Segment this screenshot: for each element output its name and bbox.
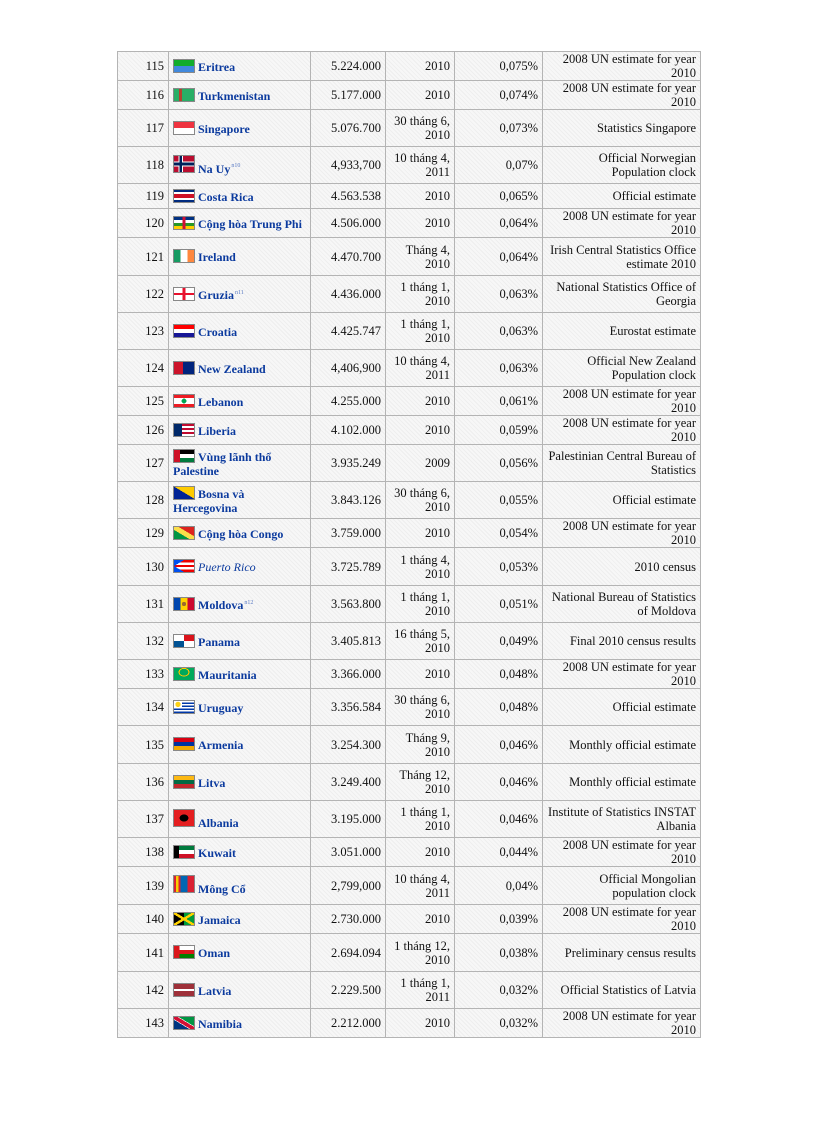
source-link[interactable]: Monthly official estimate (543, 726, 701, 764)
population-table (117, 51, 701, 1038)
table-row (118, 838, 701, 867)
rank-cell: 133 (118, 660, 169, 689)
source-link[interactable]: 2008 UN estimate for year 2010 (543, 387, 701, 416)
flag-icon (173, 983, 195, 997)
table-row (118, 482, 701, 519)
rank-cell: 119 (118, 184, 169, 209)
percent-cell: 0,046% (455, 801, 543, 838)
rank-cell: 134 (118, 689, 169, 726)
flag-icon (173, 559, 195, 573)
table-row (118, 445, 701, 482)
country-cell (169, 1009, 311, 1038)
flag-icon (173, 59, 195, 73)
population-cell: 4.436.000 (311, 276, 386, 313)
date-cell: Tháng 4, 2010 (386, 238, 455, 276)
flag-icon (173, 597, 195, 611)
table-row (118, 313, 701, 350)
rank-cell: 131 (118, 586, 169, 623)
rank-cell: 117 (118, 110, 169, 147)
table-row (118, 726, 701, 764)
percent-cell: 0,039% (455, 905, 543, 934)
percent-cell: 0,065% (455, 184, 543, 209)
country-cell (169, 801, 311, 838)
population-cell: 2.229.500 (311, 972, 386, 1009)
flag-icon (173, 1016, 195, 1030)
source-link[interactable]: Palestinian Central Bureau of Statistics (543, 445, 701, 482)
population-cell: 5.076.700 (311, 110, 386, 147)
date-cell: 2010 (386, 387, 455, 416)
percent-cell: 0,074% (455, 81, 543, 110)
percent-cell: 0,053% (455, 548, 543, 586)
flag-icon (173, 155, 195, 173)
percent-cell: 0,063% (455, 313, 543, 350)
table-row (118, 1009, 701, 1038)
date-cell: 2010 (386, 416, 455, 445)
country-link[interactable]: Bosna và Hercegovina (173, 486, 245, 515)
country-cell (169, 905, 311, 934)
source-link[interactable]: National Statistics Office of Georgia (543, 276, 701, 313)
rank-cell: 121 (118, 238, 169, 276)
source-link[interactable]: Statistics Singapore (543, 110, 701, 147)
flag-icon (173, 287, 195, 301)
date-cell: 1 tháng 1, 2011 (386, 972, 455, 1009)
rank-cell: 139 (118, 867, 169, 905)
rank-cell: 129 (118, 519, 169, 548)
table-row (118, 110, 701, 147)
footnote-link[interactable]: n10 (231, 163, 241, 170)
country-link[interactable]: Kuwait (198, 845, 237, 860)
flag-icon (173, 845, 195, 859)
percent-cell: 0,046% (455, 726, 543, 764)
country-cell (169, 416, 311, 445)
date-cell: 30 tháng 6, 2010 (386, 482, 455, 519)
date-cell: 1 tháng 1, 2010 (386, 801, 455, 838)
country-link[interactable]: Eritrea (198, 59, 236, 74)
source-link[interactable]: 2008 UN estimate for year 2010 (543, 905, 701, 934)
country-cell (169, 519, 311, 548)
population-cell: 3.051.000 (311, 838, 386, 867)
flag-icon (173, 775, 195, 789)
percent-cell: 0,048% (455, 660, 543, 689)
rank-cell: 142 (118, 972, 169, 1009)
population-cell: 2,799,000 (311, 867, 386, 905)
country-link[interactable]: Oman (198, 946, 231, 960)
country-cell (169, 81, 311, 110)
source-link[interactable]: Official New Zealand Population clock (543, 350, 701, 387)
population-cell: 4.563.538 (311, 184, 386, 209)
population-cell: 3.935.249 (311, 445, 386, 482)
country-link[interactable]: Puerto Rico (198, 560, 256, 574)
source-link[interactable]: Institute of Statistics INSTAT Albania (543, 801, 701, 838)
country-cell (169, 934, 311, 972)
population-cell: 2.694.094 (311, 934, 386, 972)
date-cell: Tháng 9, 2010 (386, 726, 455, 764)
rank-cell: 140 (118, 905, 169, 934)
rank-cell: 120 (118, 209, 169, 238)
table-row (118, 867, 701, 905)
country-link[interactable]: Singapore (198, 121, 250, 136)
country-cell (169, 586, 311, 623)
rank-cell: 124 (118, 350, 169, 387)
rank-cell: 122 (118, 276, 169, 313)
source-link[interactable]: 2008 UN estimate for year 2010 (543, 416, 701, 445)
date-cell: 2010 (386, 519, 455, 548)
date-cell: 2010 (386, 81, 455, 110)
table-row (118, 387, 701, 416)
percent-cell: 0,056% (455, 445, 543, 482)
country-cell (169, 313, 311, 350)
date-cell: 1 tháng 1, 2010 (386, 586, 455, 623)
country-link[interactable]: Liberia (198, 423, 236, 438)
date-cell: 10 tháng 4, 2011 (386, 147, 455, 184)
country-link[interactable]: New Zealand (198, 361, 266, 376)
percent-cell: 0,063% (455, 276, 543, 313)
population-cell: 4.102.000 (311, 416, 386, 445)
table-row (118, 764, 701, 801)
percent-cell: 0,063% (455, 350, 543, 387)
population-cell: 2.730.000 (311, 905, 386, 934)
country-link[interactable]: Na Uy (198, 161, 231, 176)
country-cell (169, 867, 311, 905)
country-cell (169, 689, 311, 726)
flag-icon (173, 912, 195, 926)
percent-cell: 0,073% (455, 110, 543, 147)
date-cell: 2010 (386, 838, 455, 867)
flag-icon (173, 737, 195, 751)
percent-cell: 0,048% (455, 689, 543, 726)
country-link[interactable]: Uruguay (198, 700, 244, 715)
population-cell: 3.366.000 (311, 660, 386, 689)
country-cell (169, 387, 311, 416)
rank-cell: 137 (118, 801, 169, 838)
country-link[interactable]: Litva (198, 775, 226, 790)
flag-icon (173, 449, 195, 463)
population-cell: 3.725.789 (311, 548, 386, 586)
date-cell: 2010 (386, 1009, 455, 1038)
source-link[interactable]: 2008 UN estimate for year 2010 (543, 81, 701, 110)
percent-cell: 0,044% (455, 838, 543, 867)
country-link[interactable]: Namibia (198, 1016, 243, 1031)
date-cell: 1 tháng 4, 2010 (386, 548, 455, 586)
country-cell (169, 147, 311, 184)
country-cell (169, 445, 311, 482)
country-link[interactable]: Mauritania (198, 667, 257, 682)
rank-cell: 118 (118, 147, 169, 184)
percent-cell: 0,055% (455, 482, 543, 519)
date-cell: 1 tháng 1, 2010 (386, 313, 455, 350)
country-cell (169, 238, 311, 276)
table-row (118, 209, 701, 238)
source-link[interactable]: National Bureau of Statistics of Moldova (543, 586, 701, 623)
population-cell: 4.255.000 (311, 387, 386, 416)
flag-icon (173, 486, 195, 500)
percent-cell: 0,046% (455, 764, 543, 801)
population-cell: 4.425.747 (311, 313, 386, 350)
flag-icon (173, 945, 195, 959)
table-row (118, 623, 701, 660)
table-row (118, 147, 701, 184)
percent-cell: 0,049% (455, 623, 543, 660)
date-cell: 16 tháng 5, 2010 (386, 623, 455, 660)
flag-icon (173, 423, 195, 437)
percent-cell: 0,051% (455, 586, 543, 623)
flag-icon (173, 249, 195, 263)
source-link[interactable]: 2008 UN estimate for year 2010 (543, 519, 701, 548)
source-link[interactable]: Monthly official estimate (543, 764, 701, 801)
percent-cell: 0,032% (455, 1009, 543, 1038)
table-row (118, 52, 701, 81)
percent-cell: 0,061% (455, 387, 543, 416)
percent-cell: 0,054% (455, 519, 543, 548)
table-row (118, 586, 701, 623)
flag-icon (173, 809, 195, 827)
percent-cell: 0,032% (455, 972, 543, 1009)
table-row (118, 801, 701, 838)
rank-cell: 143 (118, 1009, 169, 1038)
date-cell: 2010 (386, 209, 455, 238)
table-row (118, 689, 701, 726)
source-link[interactable]: 2008 UN estimate for year 2010 (543, 52, 701, 81)
flag-icon (173, 324, 195, 338)
country-link[interactable]: Cộng hòa Trung Phi (198, 216, 302, 231)
country-link[interactable]: Albania (198, 815, 239, 830)
rank-cell: 130 (118, 548, 169, 586)
source-link[interactable]: Official estimate (543, 689, 701, 726)
rank-cell: 127 (118, 445, 169, 482)
country-link[interactable]: Latvia (198, 983, 232, 998)
country-cell (169, 276, 311, 313)
source-link[interactable]: 2008 UN estimate for year 2010 (543, 660, 701, 689)
date-cell: 10 tháng 4, 2011 (386, 867, 455, 905)
table-row (118, 238, 701, 276)
rank-cell: 141 (118, 934, 169, 972)
population-cell: 3.563.800 (311, 586, 386, 623)
source-link[interactable]: 2008 UN estimate for year 2010 (543, 838, 701, 867)
percent-cell: 0,038% (455, 934, 543, 972)
table-row (118, 350, 701, 387)
source-link[interactable]: 2010 census (543, 548, 701, 586)
country-cell (169, 350, 311, 387)
country-cell (169, 838, 311, 867)
flag-icon (173, 216, 195, 230)
country-link[interactable]: Gruzia (198, 288, 234, 303)
country-cell (169, 726, 311, 764)
country-link[interactable]: Panama (198, 634, 240, 649)
source-link[interactable]: 2008 UN estimate for year 2010 (543, 209, 701, 238)
country-cell (169, 184, 311, 209)
source-link[interactable]: Official estimate (543, 482, 701, 519)
flag-icon (173, 634, 195, 648)
flag-icon (173, 189, 195, 203)
table-row (118, 276, 701, 313)
country-link[interactable]: Cộng hòa Congo (198, 526, 284, 541)
country-cell (169, 209, 311, 238)
population-cell: 4.470.700 (311, 238, 386, 276)
date-cell: 2010 (386, 184, 455, 209)
rank-cell: 136 (118, 764, 169, 801)
date-cell: 30 tháng 6, 2010 (386, 689, 455, 726)
country-cell (169, 972, 311, 1009)
date-cell: 1 tháng 12, 2010 (386, 934, 455, 972)
percent-cell: 0,059% (455, 416, 543, 445)
rank-cell: 116 (118, 81, 169, 110)
date-cell: 1 tháng 1, 2010 (386, 276, 455, 313)
percent-cell: 0,075% (455, 52, 543, 81)
table-row (118, 519, 701, 548)
date-cell: 2010 (386, 52, 455, 81)
country-link[interactable]: Croatia (198, 324, 238, 339)
table-row (118, 905, 701, 934)
source-link[interactable]: Official estimate (543, 184, 701, 209)
population-cell: 2.212.000 (311, 1009, 386, 1038)
population-cell: 3.759.000 (311, 519, 386, 548)
country-cell (169, 764, 311, 801)
flag-icon (173, 121, 195, 135)
flag-icon (173, 88, 195, 102)
percent-cell: 0,07% (455, 147, 543, 184)
flag-icon (173, 875, 195, 893)
rank-cell: 115 (118, 52, 169, 81)
population-cell: 3.249.400 (311, 764, 386, 801)
country-cell (169, 110, 311, 147)
date-cell: 10 tháng 4, 2011 (386, 350, 455, 387)
rank-cell: 126 (118, 416, 169, 445)
country-cell (169, 482, 311, 519)
rank-cell: 128 (118, 482, 169, 519)
source-link[interactable]: Eurostat estimate (543, 313, 701, 350)
flag-icon (173, 700, 195, 714)
date-cell: Tháng 12, 2010 (386, 764, 455, 801)
table-row (118, 972, 701, 1009)
table-row (118, 416, 701, 445)
rank-cell: 138 (118, 838, 169, 867)
date-cell: 2009 (386, 445, 455, 482)
population-cell: 4,933,700 (311, 147, 386, 184)
rank-cell: 125 (118, 387, 169, 416)
source-link[interactable]: Official Statistics of Latvia (543, 972, 701, 1009)
country-cell (169, 623, 311, 660)
date-cell: 2010 (386, 660, 455, 689)
population-cell: 4,406,900 (311, 350, 386, 387)
rank-cell: 135 (118, 726, 169, 764)
country-cell (169, 548, 311, 586)
country-link[interactable]: Ireland (198, 250, 236, 264)
source-link[interactable]: Preliminary census results (543, 934, 701, 972)
footnote-link[interactable]: n11 (235, 289, 244, 296)
percent-cell: 0,064% (455, 238, 543, 276)
country-link[interactable]: Turkmenistan (198, 88, 271, 103)
rank-cell: 123 (118, 313, 169, 350)
country-link[interactable]: Costa Rica (198, 189, 254, 204)
population-cell: 3.254.300 (311, 726, 386, 764)
country-cell (169, 660, 311, 689)
footnote-link[interactable]: n12 (244, 599, 254, 606)
population-cell: 4.506.000 (311, 209, 386, 238)
date-cell: 30 tháng 6, 2010 (386, 110, 455, 147)
rank-cell: 132 (118, 623, 169, 660)
flag-icon (173, 394, 195, 408)
country-link[interactable]: Jamaica (198, 912, 241, 927)
country-link[interactable]: Mông Cổ (198, 882, 246, 896)
country-cell (169, 52, 311, 81)
source-link[interactable]: Final 2010 census results (543, 623, 701, 660)
table-row (118, 660, 701, 689)
date-cell: 2010 (386, 905, 455, 934)
country-link[interactable]: Armenia (198, 738, 244, 752)
source-link[interactable]: Official Norwegian Population clock (543, 147, 701, 184)
percent-cell: 0,04% (455, 867, 543, 905)
population-cell: 3.843.126 (311, 482, 386, 519)
population-cell: 3.405.813 (311, 623, 386, 660)
flag-icon (173, 667, 195, 681)
country-link[interactable]: Lebanon (198, 394, 244, 409)
population-cell: 5.177.000 (311, 81, 386, 110)
country-link[interactable]: Moldova (198, 598, 244, 613)
flag-icon (173, 526, 195, 540)
table-row (118, 548, 701, 586)
source-link[interactable]: Official Mongolian population clock (543, 867, 701, 905)
flag-icon (173, 361, 195, 375)
table-row (118, 934, 701, 972)
source-link[interactable]: 2008 UN estimate for year 2010 (543, 1009, 701, 1038)
percent-cell: 0,064% (455, 209, 543, 238)
table-row (118, 81, 701, 110)
population-cell: 5.224.000 (311, 52, 386, 81)
population-cell: 3.195.000 (311, 801, 386, 838)
source-link[interactable]: Irish Central Statistics Office estimate 2010 (543, 238, 701, 276)
table-row (118, 184, 701, 209)
population-cell: 3.356.584 (311, 689, 386, 726)
country-link[interactable]: Vùng lãnh thổ Palestine (173, 449, 272, 478)
